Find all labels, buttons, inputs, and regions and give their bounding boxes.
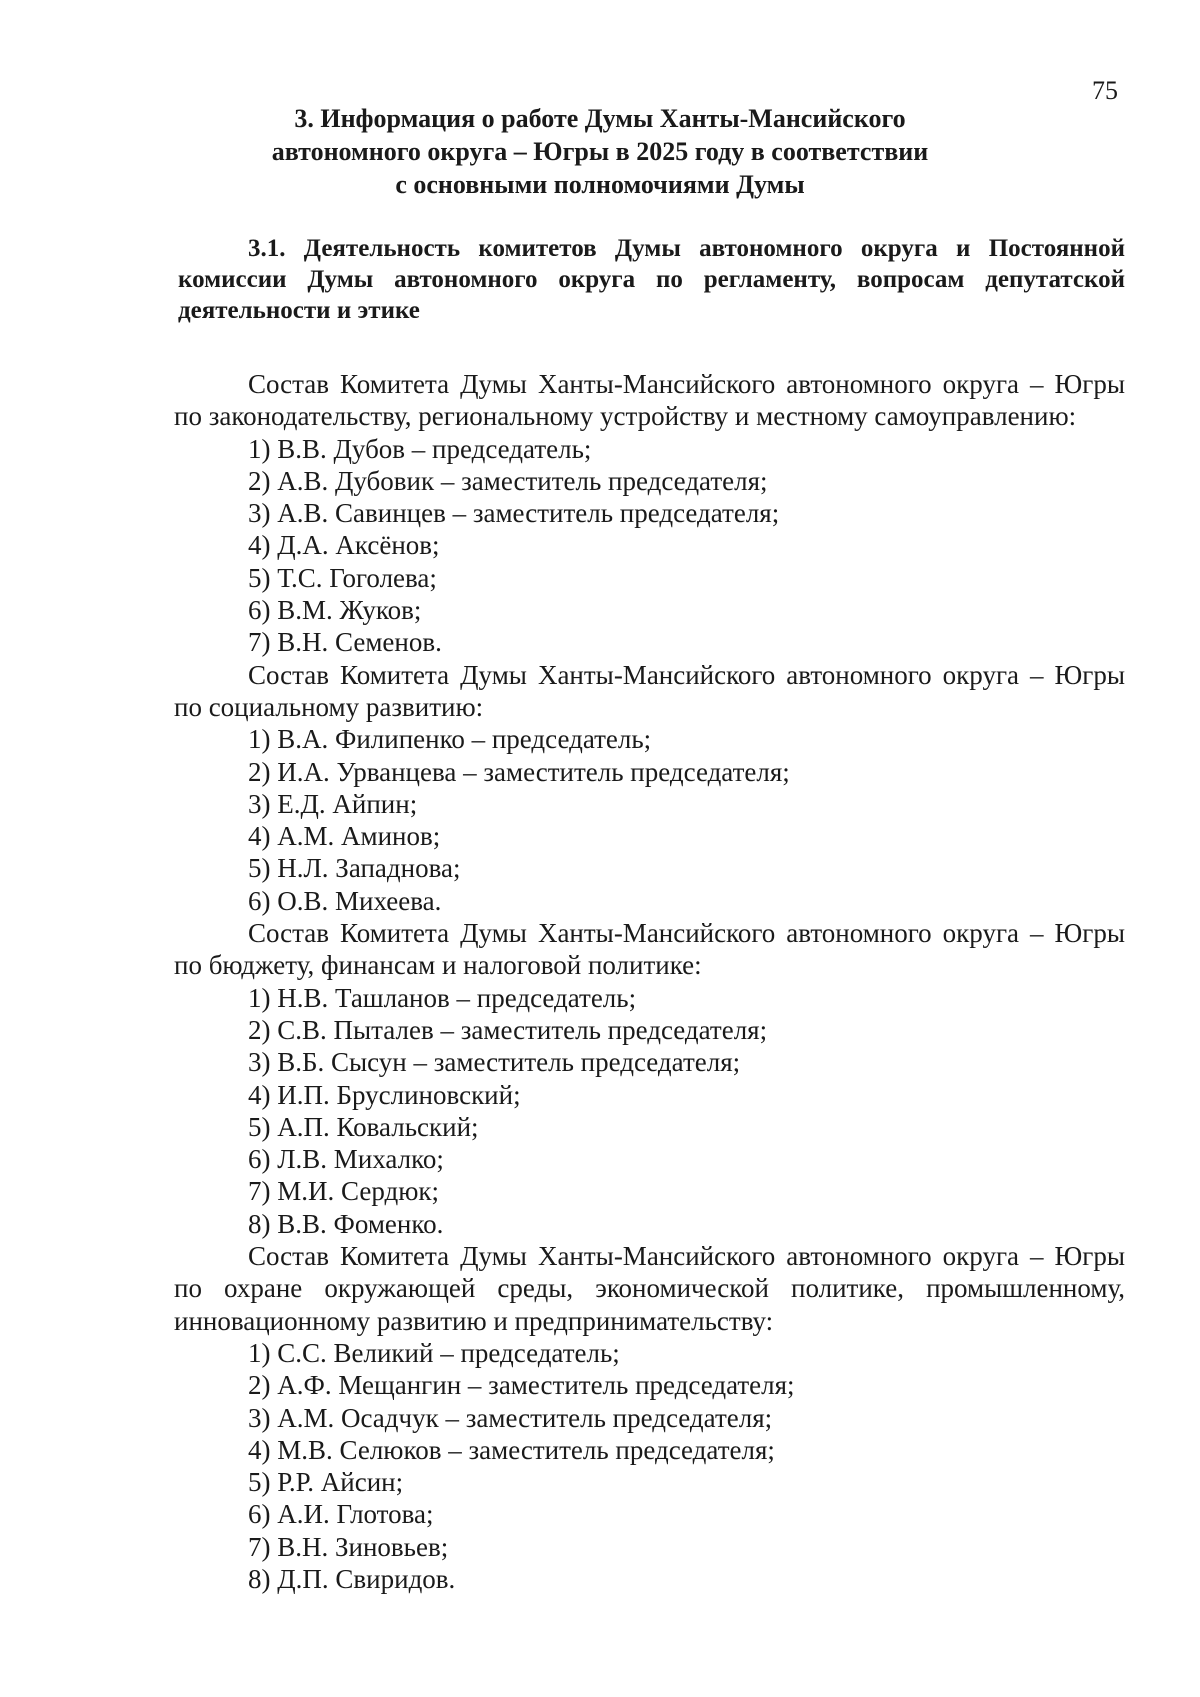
committees-content <box>174 368 1125 1595</box>
section-title-line: 3. Информация о работе Думы Ханты-Мансийского <box>294 104 906 133</box>
committee-intro: Состав Комитета Думы Ханты-Мансийского автономного округа – Югры по охране окружающей среды, экономической политике, промышленному, инновационному развитию и предпринимательству: <box>174 1241 1125 1336</box>
member-list <box>174 433 1125 659</box>
member-item: 1) В.В. Дубов – председатель; <box>248 433 592 464</box>
section-title-line: автономного округа – Югры в 2025 году в соответствии <box>271 137 929 166</box>
member-item: 2) С.В. Пыталев – заместитель председателя; <box>248 1014 768 1045</box>
member-item: 3) Е.Д. Айпин; <box>248 788 418 819</box>
committee-social <box>174 659 1125 917</box>
committee-intro: Состав Комитета Думы Ханты-Мансийского автономного округа – Югры по законодательству, региональному устройству и местному самоуправлению: <box>174 369 1125 432</box>
member-item: 7) М.И. Сердюк; <box>248 1176 439 1207</box>
member-item: 1) С.С. Великий – председатель; <box>248 1337 620 1368</box>
committee-legislation <box>174 368 1125 659</box>
member-item: 6) В.М. Жуков; <box>248 595 422 626</box>
committee-budget <box>174 917 1125 1240</box>
member-list <box>174 723 1125 917</box>
member-item: 3) А.М. Осадчук – заместитель председателя; <box>248 1402 773 1433</box>
member-item: 1) В.А. Филипенко – председатель; <box>248 724 652 755</box>
section-title-line: с основными полномочиями Думы <box>395 170 805 199</box>
member-item: 7) В.Н. Семенов. <box>248 627 442 658</box>
page-number: 75 <box>1092 76 1118 105</box>
subsection-heading: 3.1. Деятельность комитетов Думы автономного округа и Постоянной комиссии Думы автономного округа по регламенту, вопросам депутатской деятельности и этике <box>178 235 1125 324</box>
member-item: 8) Д.П. Свиридов. <box>248 1563 456 1594</box>
member-item: 5) Н.Л. Западнова; <box>248 853 461 884</box>
member-item: 5) Р.Р. Айсин; <box>248 1467 404 1498</box>
member-item: 3) А.В. Савинцев – заместитель председателя; <box>248 498 780 529</box>
member-item: 4) А.М. Аминов; <box>248 821 441 852</box>
member-item: 2) А.Ф. Мещангин – заместитель председателя; <box>248 1370 795 1401</box>
member-item: 2) А.В. Дубовик – заместитель председателя; <box>248 465 768 496</box>
committee-environment-economy <box>174 1240 1125 1595</box>
member-item: 4) И.П. Бруслиновский; <box>248 1079 521 1110</box>
member-item: 4) Д.А. Аксёнов; <box>248 530 440 561</box>
member-item: 6) О.В. Михеева. <box>248 885 442 916</box>
committee-intro: Состав Комитета Думы Ханты-Мансийского автономного округа – Югры по социальному развитию: <box>174 659 1125 722</box>
committee-intro: Состав Комитета Думы Ханты-Мансийского автономного округа – Югры по бюджету, финансам и налоговой политике: <box>174 918 1125 981</box>
member-item: 4) М.В. Селюков – заместитель председателя; <box>248 1434 775 1465</box>
member-item: 1) Н.В. Ташланов – председатель; <box>248 982 637 1013</box>
member-list <box>174 1337 1125 1595</box>
member-item: 3) В.Б. Сысун – заместитель председателя; <box>248 1047 741 1078</box>
member-item: 5) Т.С. Гоголева; <box>248 562 437 593</box>
member-list <box>174 982 1125 1240</box>
member-item: 6) Л.В. Михалко; <box>248 1144 444 1175</box>
member-item: 8) В.В. Фоменко. <box>248 1208 444 1239</box>
member-item: 7) В.Н. Зиновьев; <box>248 1531 449 1562</box>
section-title <box>180 102 1020 201</box>
member-item: 5) А.П. Ковальский; <box>248 1111 479 1142</box>
member-item: 2) И.А. Урванцева – заместитель председателя; <box>248 756 790 787</box>
member-item: 6) А.И. Глотова; <box>248 1499 434 1530</box>
